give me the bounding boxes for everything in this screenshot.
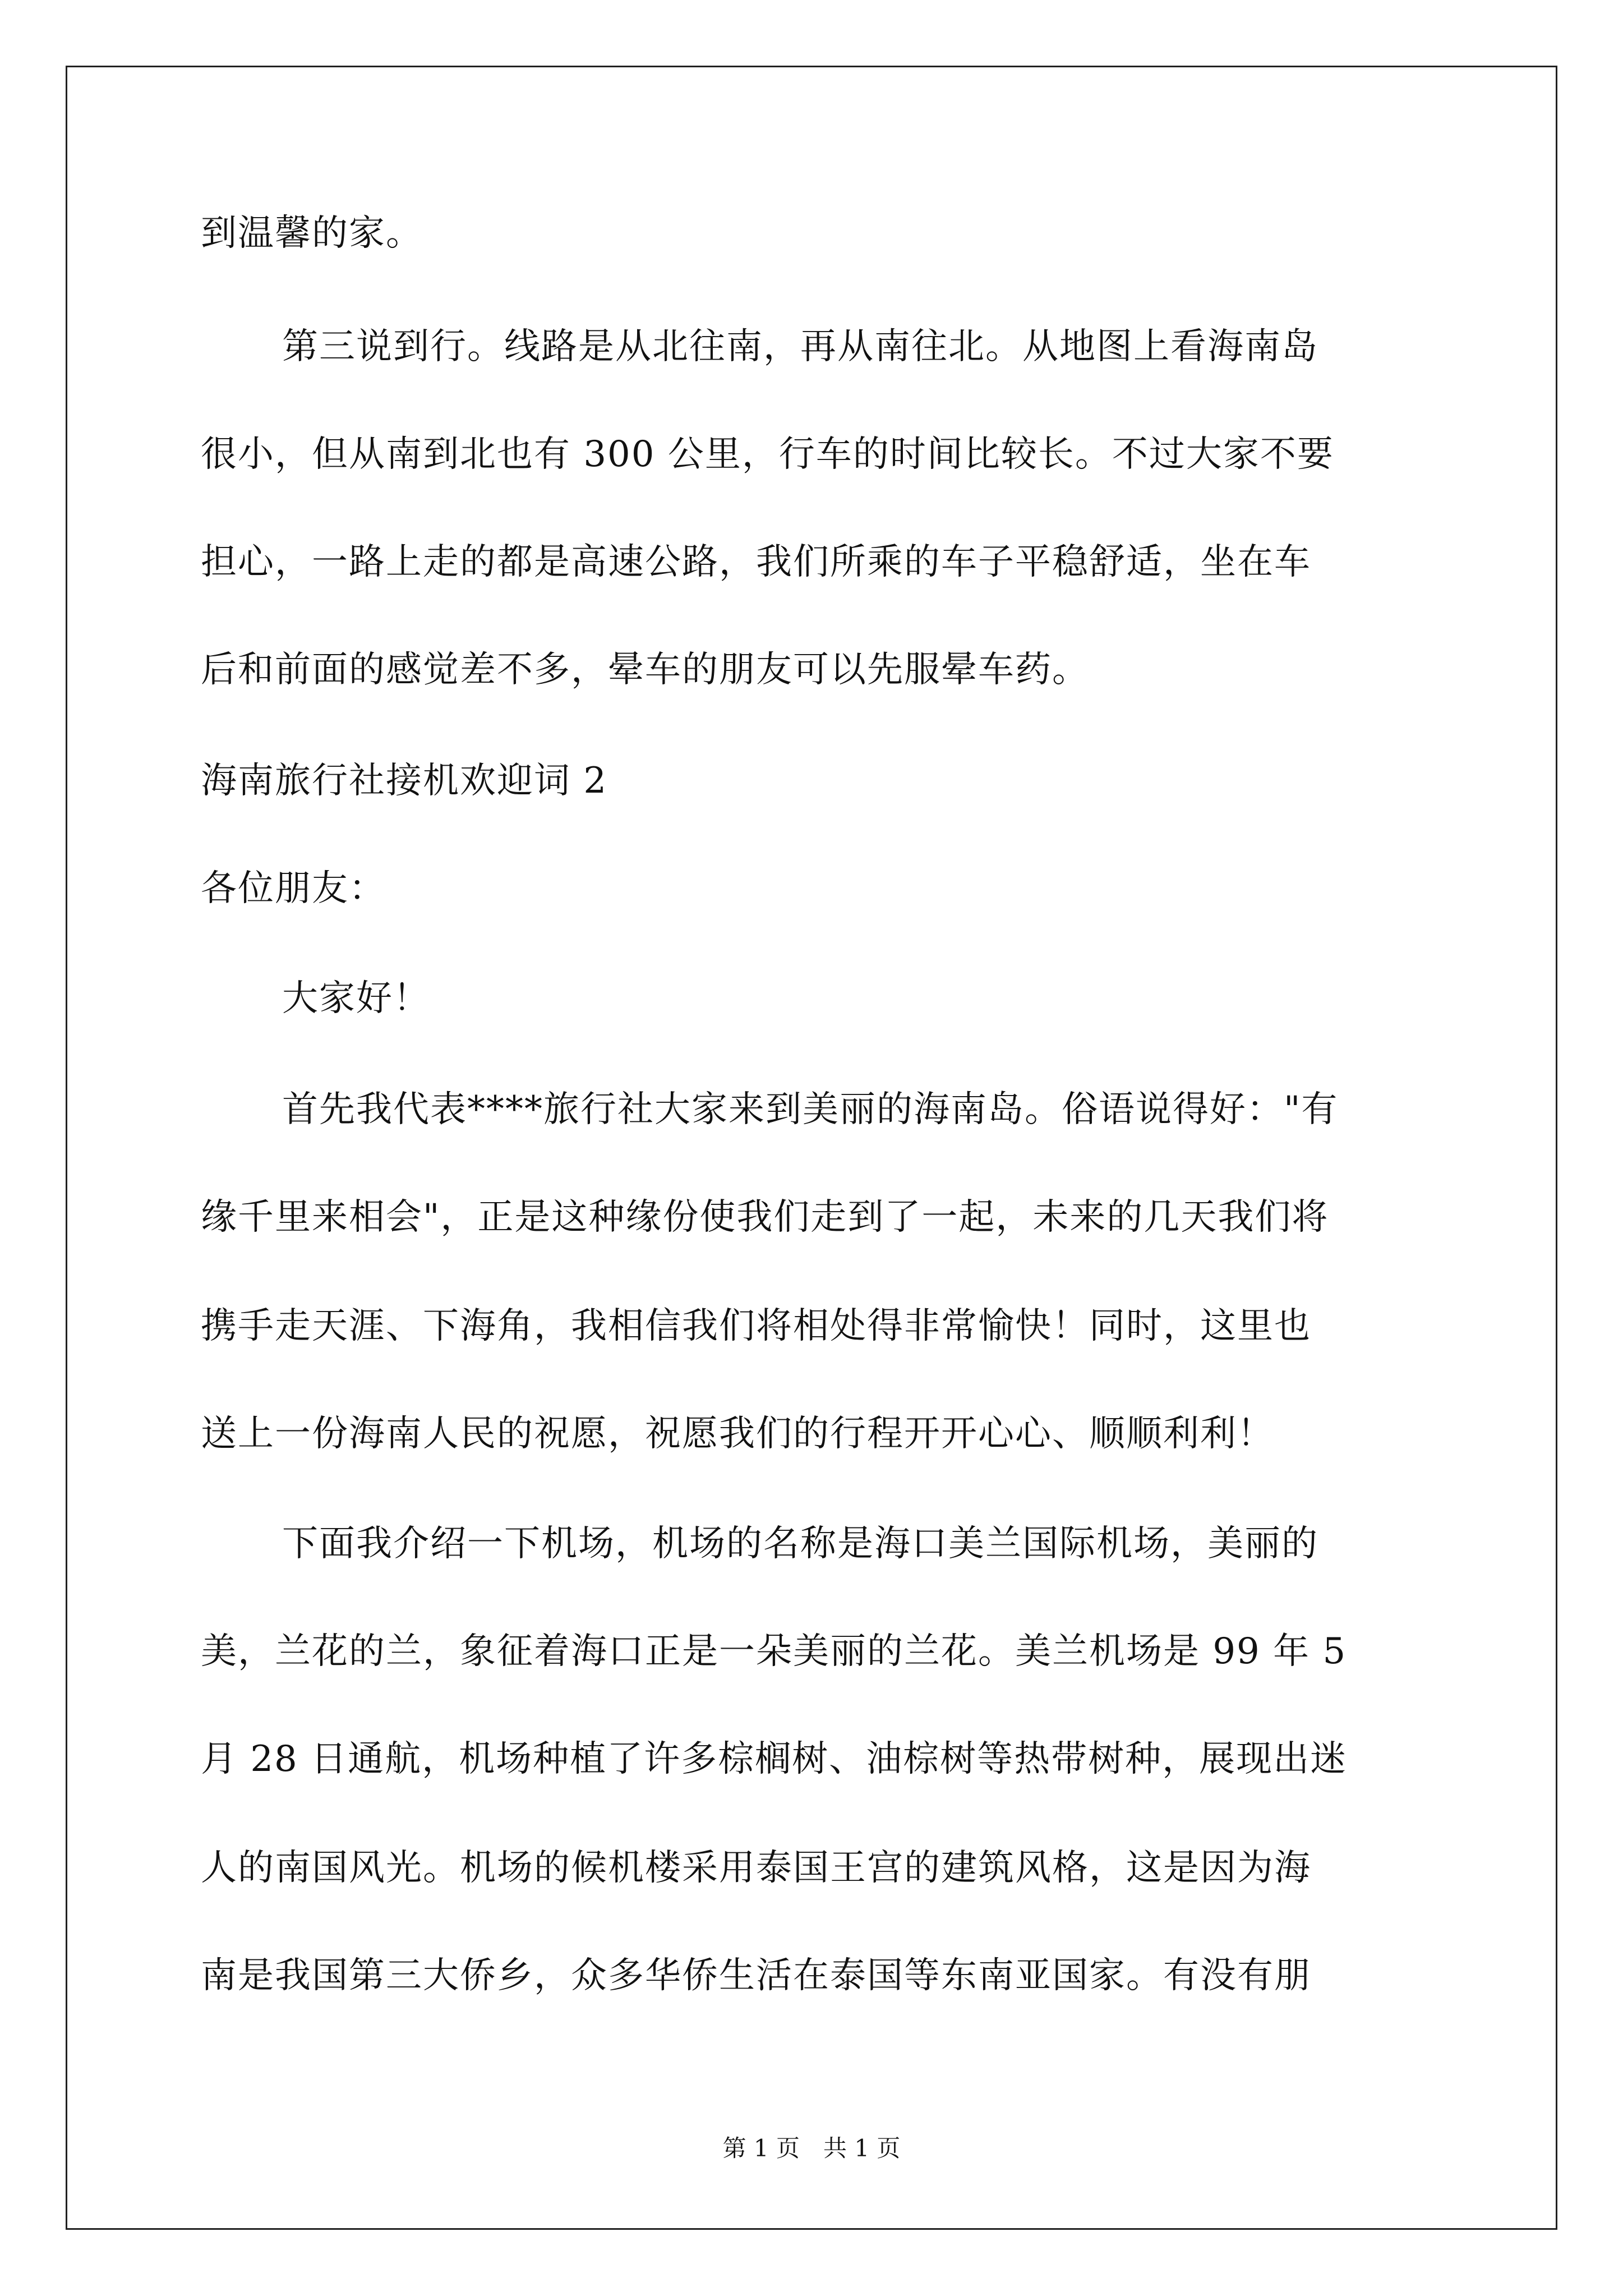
paragraph-line: 携手走天涯、下海角，我相信我们将相处得非常愉快！同时，这里也 (201, 1305, 1311, 1347)
paragraph-line: 第三说到行。线路是从北往南，再从南往北。从地图上看海南岛 (282, 326, 1318, 367)
section-heading: 海南旅行社接机欢迎词 2 (201, 760, 608, 802)
paragraph-line: 下面我介绍一下机场，机场的名称是海口美兰国际机场，美丽的 (282, 1523, 1318, 1565)
paragraph-line: 缘千里来相会"，正是这种缘份使我们走到了一起，未来的几天我们将 (201, 1197, 1329, 1238)
paragraph-line: 很小，但从南到北也有 300 公里，行车的时间比较长。不过大家不要 (201, 434, 1334, 475)
greeting: 大家好！ (282, 978, 430, 1019)
paragraph-line: 担心，一路上走的都是高速公路，我们所乘的车子平稳舒适，坐在车 (201, 541, 1311, 583)
paragraph-line: 到温馨的家。 (201, 213, 423, 254)
paragraph-line: 后和前面的感觉差不多，晕车的朋友可以先服晕车药。 (201, 649, 1089, 691)
paragraph-line: 南是我国第三大侨乡，众多华侨生活在泰国等东南亚国家。有没有朋 (201, 1955, 1311, 1996)
page-border (66, 66, 1557, 2230)
paragraph-line: 人的南国风光。机场的候机楼采用泰国王宫的建筑风格，这是因为海 (201, 1847, 1311, 1889)
page-number-footer: 第 1 页 共 1 页 (722, 2134, 901, 2162)
paragraph-line: 美，兰花的兰，象征着海口正是一朵美丽的兰花。美兰机场是 99 年 5 (201, 1631, 1347, 1672)
paragraph-line: 首先我代表****旅行社大家来到美丽的海南岛。俗语说得好："有 (282, 1089, 1339, 1130)
paragraph-line: 月 28 日通航，机场种植了许多棕榈树、油棕树等热带树种，展现出迷 (201, 1738, 1348, 1780)
paragraph-line: 送上一份海南人民的祝愿，祝愿我们的行程开开心心、顺顺利利！ (201, 1413, 1274, 1455)
salutation: 各位朋友： (201, 868, 386, 909)
